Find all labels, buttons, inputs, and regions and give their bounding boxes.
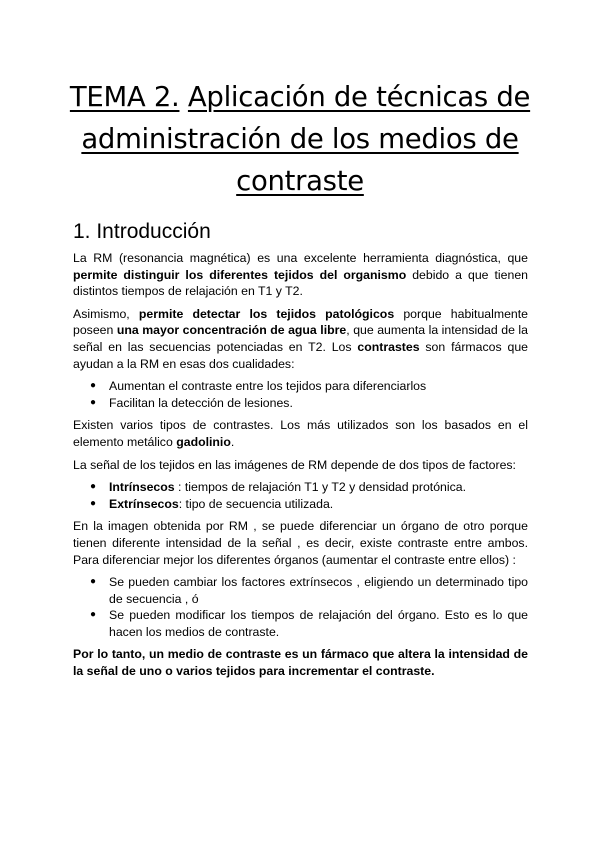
- bullet-icon: ●: [90, 380, 97, 392]
- bullet-icon: ●: [90, 609, 97, 621]
- bullet-icon: ●: [90, 576, 97, 588]
- bullet-icon: ●: [90, 481, 97, 493]
- page-title: [60, 76, 540, 202]
- factors-list: [73, 479, 528, 512]
- paragraph-intro: La RM (resonancia magnética) es una excelente herramienta diagnóstica, que permite distinguir los diferentes tejidos del organismo debido a que tienen distintos tiempos de relajación en T1 y T2.: [73, 251, 528, 299]
- list-item: ● Se pueden cambiar los factores extrínsecos , eligiendo un determinado tipo de secuencia , ó: [90, 575, 528, 606]
- list-item: ● Aumentan el contraste entre los tejidos para diferenciarlos: [90, 379, 427, 394]
- paragraph-factors: La señal de los tejidos en las imágenes de RM depende de dos tipos de factores:: [73, 457, 516, 472]
- contrast-benefits-list: [73, 378, 528, 411]
- methods-list: [73, 574, 528, 640]
- section-heading: 1. Introducción: [73, 220, 211, 243]
- title-prefix: TEMA 2.: [69, 81, 180, 113]
- list-item: ● Facilitan la detección de lesiones.: [90, 395, 293, 410]
- bullet-icon: ●: [90, 497, 97, 509]
- paragraph-pathology: Asimismo, permite detectar los tejidos patológicos porque habitualmente poseen una mayor concentración de agua libre, que aumenta la intensidad de la señal en las secuencias potenciadas en T2. Los contrastes son fármacos que ayudan a la RM en esas dos cualidades:: [73, 306, 529, 371]
- list-item: ● Extrínsecos: tipo de secuencia utilizada.: [90, 496, 334, 511]
- document-body: [73, 250, 528, 686]
- list-item: ● Intrínsecos : tiempos de relajación T1 y T2 y densidad protónica.: [90, 480, 467, 495]
- paragraph-conclusion: Por lo tanto, un medio de contraste es un fármaco que altera la intensidad de la señal de uno o varios tejidos para incrementar el contraste.: [73, 647, 528, 679]
- paragraph-contrast-explanation: En la imagen obtenida por RM , se puede diferenciar un órgano de otro porque tienen diferente intensidad de la señal , es decir, existe contraste entre ambos. Para diferenciar mejor los diferentes órganos (aumentar el contraste entre ellos) :: [73, 519, 528, 567]
- list-item: ● Se pueden modificar los tiempos de relajación del órgano. Esto es lo que hacen los medios de contraste.: [90, 608, 528, 639]
- title-main: Aplicación de técnicas de administración de los medios de contraste: [81, 81, 531, 197]
- paragraph-gadolinium: Existen varios tipos de contrastes. Los más utilizados son los basados en el elemento metálico gadolinio.: [73, 418, 528, 449]
- bullet-icon: ●: [90, 396, 97, 408]
